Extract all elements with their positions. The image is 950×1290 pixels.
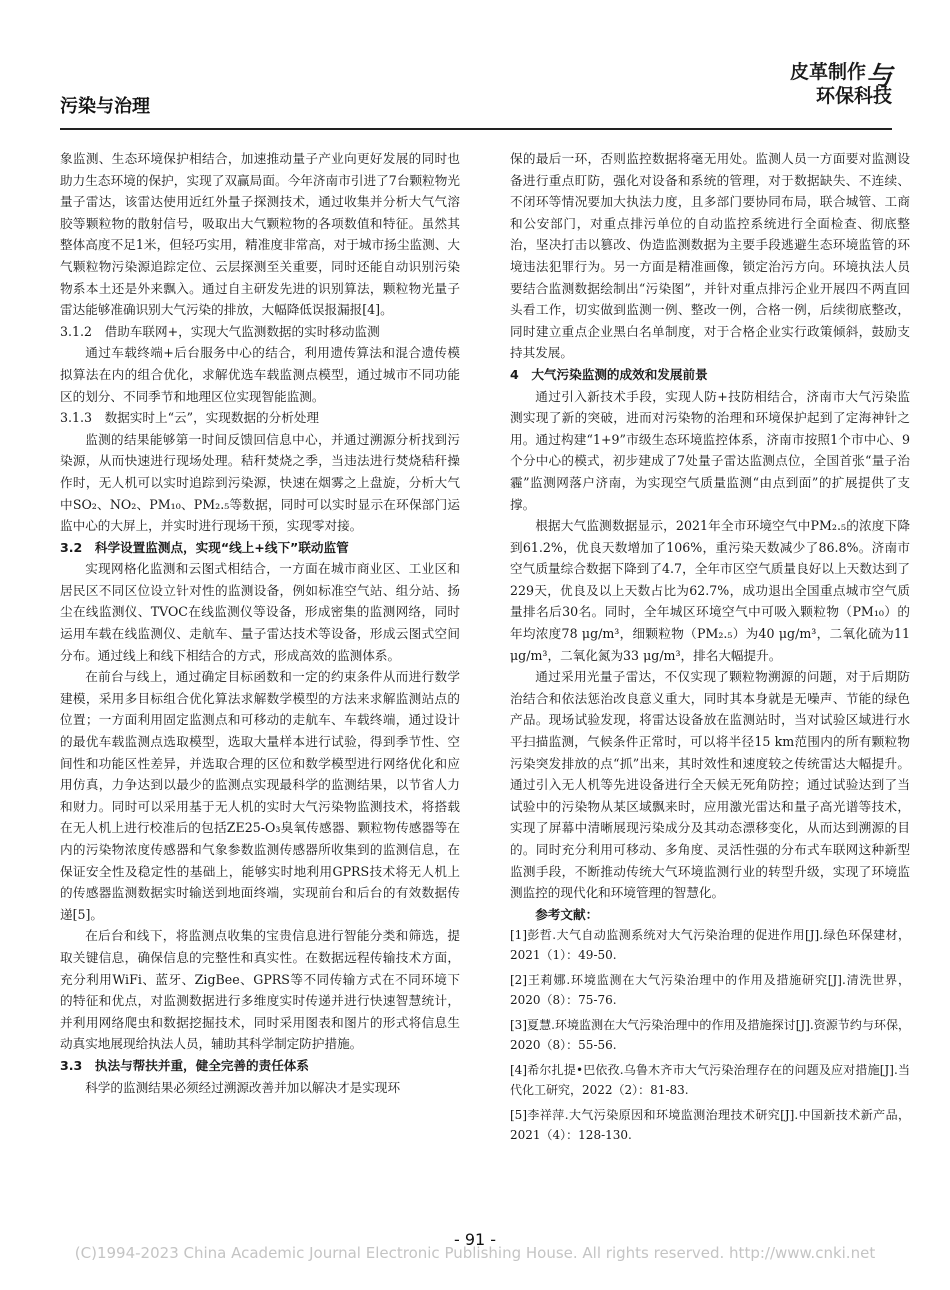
reference-item: [4]希尔扎提•巴依孜.乌鲁木齐市大气污染治理存在的问题及应对措施[J].当代化工研究，2022（2）：81-83. [510,1063,910,1098]
body-paragraph: 监测的结果能够第一时间反馈回信息中心，并通过溯源分析找到污染源，从而快速进行现场处理。秸秆焚烧之季，当违法进行焚烧秸秆操作时，无人机可以实时追踪到污染源，快速在烟雾之上盘旋，分析大气中SO₂、NO₂、PM₁₀、PM₂.₅等数据，同时可以实时显示在环保部门运监中心的大屏上，并实时进行现场干预，实现零对接。 [60,431,460,534]
header-rule [60,128,892,130]
body-paragraph: 通过引入新技术手段，实现人防+技防相结合，济南市大气污染监测实现了新的突破，进而对污染物的治理和环境保护起到了定海神针之用。通过构建“1+9”市级生态环境监控体系，济南市按照1个市中心、9个分中心的模式，初步建成了7处量子雷达监测点位，全国首张“量子治霾”监测网落户济南，为实现空气质量监测“由点到面”的扩展提供了支撑。 [510,388,910,512]
body-paragraph: 在后台和线下，将监测点收集的宝贵信息进行智能分类和筛选，提取关键信息，确保信息的完整性和真实性。在数据远程传输技术方面，充分利用WiFi、蓝牙、ZigBee、GPRS等不同传输方式在不同环境下的特征和优点，对监测数据进行多维度实时传递并进行快速智慧统计，并利用网络爬虫和数据挖掘技术，同时采用图表和图片的形式将信息生动真实地展现给执法人员，辅助其科学制定防护措施。 [60,928,460,1052]
section-label: 污染与治理 [60,96,150,117]
page-header [0,0,950,140]
brand-line-1: 皮革制作 [789,61,866,83]
reference-item: [3]夏慧.环境监测在大气污染治理中的作用及措施探讨[J].资源节约与环保，2020（8）：55-56. [510,1018,910,1053]
journal-brand [790,60,892,108]
reference-item: [5]李祥萍.大气污染原因和环境监测治理技术研究[J].中国新技术新产品，2021（4）：128-130. [510,1108,910,1143]
body-paragraph: 在前台与线上，通过确定目标函数和一定的约束条件从而进行数学建模，采用多目标组合优化算法求解数学模型的方法来求解监测站点的位置；一方面利用固定监测点和可移动的走航车、车载终端，通过设计的最优车载监测点选取模型，选取大量样本进行试验，得到季节性、空间性和功能区性差异，并选取合理的区位和数学模型进行网络优化和应用仿真，力争达到以最少的监测点实现最科学的监测结果，以节省人力和财力。同时可以采用基于无人机的实时大气污染物监测技术，将搭载在无人机上进行校准后的包括ZE25-O₃臭氧传感器、颗粒物传感器等在内的污染物浓度传感器和气象参数监测传感器所收集到的监测信息，在保证安全性及稳定性的基础上，能够实时地利用GPRS技术将无人机上的传感器监测数据实时输送到地面终端，实现前台和后台的有效数据传递[5]。 [60,669,460,922]
body-paragraph: 保的最后一环，否则监控数据将毫无用处。监测人员一方面要对监测设备进行重点盯防，强化对设备和系统的管理，对于数据缺失、不连续、不闭环等情况要加大执法力度，且多部门要协同布局，联合城管、工商和公安部门，对重点排污单位的自动监控系统进行全面检查、彻底整治，坚决打击以篡改、伪造监测数据为主要手段逃避生态环境监管的环境违法犯罪行为。另一方面是精准画像，锁定治污方向。环境执法人员要结合监测数据绘制出“污染图”，并针对重点排污企业开展四不两直回头看工作，切实做到监测一例、整改一例，合格一例，后续彻底整改，同时建立重点企业黑白名单制度，对于合格企业实行政策倾斜，鼓励支持其发展。 [510,151,910,361]
section-heading: 4 大气污染监测的成效和发展前景 [510,366,708,382]
body-paragraph: 根据大气监测数据显示，2021年全市环境空气中PM₂.₅的浓度下降到61.2%，优良天数增加了106%，重污染天数减少了86.8%。济南市空气质量综合数据下降到了4.7，全年市区空气质量良好以上天数达到了229天，优良及以上天数占比为62.7%，成功退出全国重点城市空气质量排名后30名。同时，全年城区环境空气中可吸入颗粒物（PM₁₀）的年均浓度78 μg/m³，细颗粒物（PM₂.₅）为40 μg/m³，二氧化硫为11 μg/m³，二氧化氮为33 μg/m³，排名大幅提升。 [510,518,910,663]
page-number: - 91 - [453,1230,497,1249]
right-column [510,148,910,1150]
body-paragraph: 通过车载终端+后台服务中心的结合，利用遗传算法和混合遗传模拟算法在内的组合优化，求解优选车载监测点模型，通过城市不同功能区的划分、不同季节和地理区位实现智能监测。 [60,345,460,404]
subsection-heading: 3.1.3 数据实时上“云”，实现数据的分析处理 [60,410,320,426]
body-paragraph: 实现网格化监测和云图式相结合，一方面在城市商业区、工业区和居民区不同区位设立针对性的监测设备，例如标准空气站、组分站、扬尘在线监测仪、TVOC在线监测仪等设备，形成密集的监测网络，同时运用车载在线监测仪、走航车、量子雷达技术等设备，形成云图式空间分布。通过线上和线下相结合的方式，形成高效的监测体系。 [60,561,460,663]
body-paragraph: 通过采用光量子雷达，不仅实现了颗粒物溯源的问题，对于后期防治结合和依法惩治改良意义重大，同时其本身就是无噪声、节能的绿色产品。现场试验发现，将雷达设备放在监测站时，当对试验区域进行水平扫描监测，气候条件正常时，可以将半径15 km范围内的所有颗粒物污染突发排放的点“抓”出来，其时效性和速度较之传统雷达大幅提升。通过引入无人机等先进设备进行全天候无死角防控；通过试验达到了当试验中的污染物从某区域飘来时，应用激光雷达和量子高光谱等技术，实现了屏幕中清晰展现污染成分及其动态漂移变化，从而达到溯源的目的。同时充分利用可移动、多角度、灵活性强的分布式车联网这种新型监测手段，不断推动传统大气环境监测行业的转型升级，实现了环境监测监控的现代化和环境管理的智慧化。 [510,669,910,901]
section-heading: 3.2 科学设置监测点，实现“线上+线下”联动监管 [60,539,349,555]
brand-line-2: 环保科技 [815,85,892,107]
body-paragraph: 科学的监测结果必须经过溯源改善并加以解决才是实现环 [85,1079,401,1095]
brand-glyph: 与 [865,62,892,92]
copyright-watermark: (C)1994-2023 China Academic Journal Electronic Publishing House. All rights reserved. http://www.cnki.net [74,1244,876,1262]
subsection-heading: 3.1.2 借助车联网+，实现大气监测数据的实时移动监测 [60,323,380,339]
references-heading: 参考文献： [535,906,599,922]
body-paragraph: 象监测、生态环境保护相结合，加速推动量子产业向更好发展的同时也助力生态环境的保护，实现了双赢局面。今年济南市引进了7台颗粒物光量子雷达，该雷达使用近红外量子探测技术，通过收集并分析大气气溶胶等颗粒物的散射信号，吸取出大气颗粒物的各项数值和特征。虽然其整体高度不足1米，但轻巧实用，精准度非常高，对于城市扬尘监测、大气颗粒物污染源追踪定位、云层探测至关重要，同时还能自动识别污染物系本土还是外来飘入。通过自主研发先进的识别算法，颗粒物光量子雷达能够准确识别大气污染的排放，大幅降低误报漏报[4]。 [60,151,460,318]
left-column [60,148,460,1098]
section-heading: 3.3 执法与帮扶并重，健全完善的责任体系 [60,1057,309,1073]
reference-item: [2]王莉娜.环境监测在大气污染治理中的作用及措施研究[J].清洗世界，2020（8）：75-76. [510,973,910,1008]
reference-item: [1]彭哲.大气自动监测系统对大气污染治理的促进作用[J].绿色环保建材，2021（1）：49-50. [510,928,910,963]
